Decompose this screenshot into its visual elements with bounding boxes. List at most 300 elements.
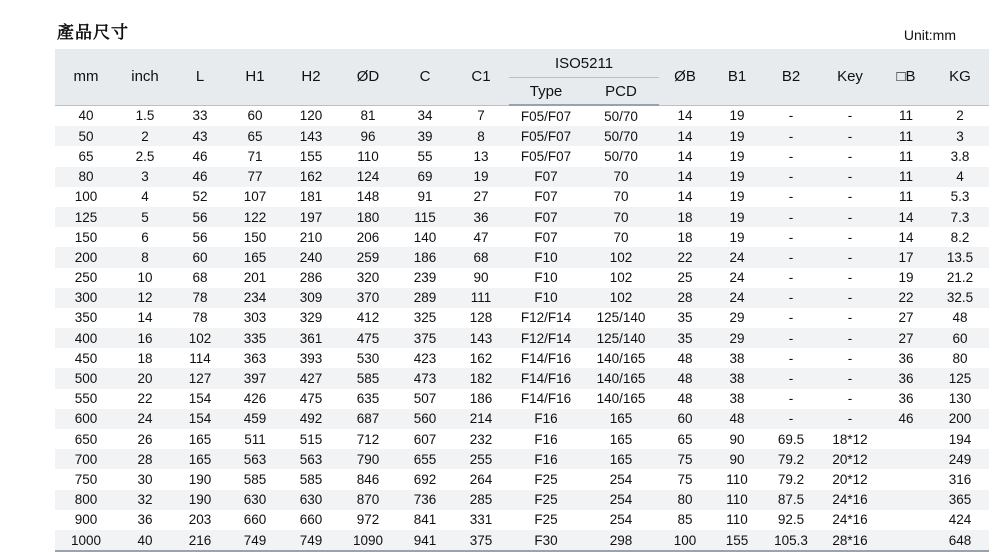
cell-od: 81: [360, 108, 376, 124]
cell-b1: 19: [729, 108, 745, 124]
cell-pcd: 140/165: [583, 368, 659, 388]
table-row: [55, 288, 989, 308]
cell-c1: 162: [469, 350, 493, 366]
cell-pcd: 125/140: [596, 310, 646, 326]
col-header-pcd: PCD: [583, 78, 659, 106]
cell-c1: 47: [473, 229, 489, 245]
cell-h2: 286: [299, 270, 323, 286]
cell-h2: 749: [283, 530, 339, 551]
cell-kg: 48: [952, 310, 968, 326]
cell-od: 1090: [339, 530, 397, 551]
cell-type: F07: [509, 207, 583, 227]
col-header-b1: B1: [711, 49, 763, 105]
cell-b2: -: [788, 229, 794, 245]
cell-b2: -: [763, 328, 819, 348]
cell-b2: -: [763, 247, 819, 267]
cell-c1: 19: [453, 167, 509, 187]
col-header-c1: C1: [453, 49, 509, 105]
cell-c1: 264: [469, 471, 493, 487]
cell-ob: 35: [677, 310, 693, 326]
cell-kg: 3.8: [950, 148, 970, 164]
col-header-key: Key: [819, 49, 881, 105]
cell-b1: 19: [711, 207, 763, 227]
cell-l: 52: [192, 189, 208, 205]
cell-h2: 120: [299, 108, 323, 124]
cell-l: 165: [173, 449, 227, 469]
cell-inch: 22: [137, 391, 153, 407]
cell-c: 39: [397, 126, 453, 146]
cell-square-b: 11: [899, 108, 914, 124]
cell-b2: -: [788, 391, 794, 407]
cell-inch: 4: [141, 189, 149, 205]
cell-od: 124: [339, 167, 397, 187]
cell-h1: 630: [227, 490, 283, 510]
cell-mm: 125: [55, 207, 117, 227]
table-row: [55, 247, 989, 267]
cell-h2: 660: [299, 512, 323, 528]
cell-inch: 26: [137, 431, 153, 447]
cell-od: 320: [356, 270, 380, 286]
cell-square-b: 11: [881, 167, 931, 187]
cell-type: F14/F16: [509, 368, 583, 388]
cell-key: -: [819, 207, 881, 227]
cell-kg: 80: [952, 350, 968, 366]
cell-square-b: 19: [898, 270, 914, 286]
cell-h2: 515: [299, 431, 323, 447]
cell-c1: 13: [473, 148, 489, 164]
cell-pcd: 254: [609, 512, 633, 528]
cell-square-b: 17: [881, 247, 931, 267]
cell-kg: 5.3: [950, 189, 970, 205]
table-row: [55, 328, 989, 348]
cell-kg: 316: [948, 471, 972, 487]
cell-od: 475: [339, 328, 397, 348]
cell-mm: 80: [55, 167, 117, 187]
col-header-type: Type: [509, 78, 583, 106]
cell-c1: 111: [453, 288, 509, 308]
cell-l: 46: [192, 148, 208, 164]
cell-mm: 40: [78, 108, 94, 124]
cell-kg: 130: [948, 391, 972, 407]
cell-mm: 50: [55, 126, 117, 146]
cell-inch: 28: [117, 449, 173, 469]
cell-square-b: [881, 429, 931, 449]
cell-b1: 24: [711, 247, 763, 267]
cell-l: 60: [173, 247, 227, 267]
cell-key: -: [819, 288, 881, 308]
cell-mm: 900: [74, 512, 98, 528]
cell-l: 78: [173, 288, 227, 308]
cell-l: 190: [188, 471, 212, 487]
cell-mm: 650: [74, 431, 98, 447]
cell-square-b: 14: [881, 207, 931, 227]
cell-b2: -: [763, 368, 819, 388]
table-row: [55, 105, 989, 126]
cell-pcd: 165: [583, 409, 659, 429]
cell-c1: 128: [469, 310, 493, 326]
cell-inch: 40: [117, 530, 173, 551]
cell-ob: 75: [659, 449, 711, 469]
cell-h1: 234: [227, 288, 283, 308]
table-head: [55, 49, 989, 105]
cell-od: 846: [356, 471, 380, 487]
cell-square-b: 36: [898, 350, 914, 366]
cell-l: 165: [188, 431, 212, 447]
cell-key: 28*16: [819, 530, 881, 551]
cell-od: 96: [339, 126, 397, 146]
cell-c1: 285: [453, 490, 509, 510]
cell-h2: 155: [299, 148, 323, 164]
table-header-row-main: [55, 49, 989, 78]
cell-od: 110: [357, 148, 379, 164]
cell-c: 607: [413, 431, 437, 447]
cell-h1: 71: [247, 148, 263, 164]
cell-b1: 19: [711, 167, 763, 187]
cell-h1: 201: [243, 270, 267, 286]
cell-type: F10: [509, 288, 583, 308]
cell-type: F14/F16: [520, 350, 572, 366]
cell-h2: 210: [299, 229, 323, 245]
cell-ob: 65: [677, 431, 693, 447]
cell-square-b: [881, 469, 931, 489]
cell-pcd: 140/165: [596, 350, 646, 366]
cell-type: F16: [534, 431, 558, 447]
cell-h1: 585: [243, 471, 267, 487]
cell-inch: 2.5: [135, 148, 155, 164]
cell-square-b: 11: [899, 189, 914, 205]
cell-h2: 181: [299, 189, 323, 205]
cell-l: 43: [173, 126, 227, 146]
cell-pcd: 102: [609, 270, 633, 286]
cell-h1: 363: [243, 350, 267, 366]
cell-h1: 107: [243, 189, 267, 205]
cell-pcd: 50/70: [604, 108, 638, 124]
col-header-h1: H1: [227, 49, 283, 105]
cell-key: 20*12: [819, 449, 881, 469]
cell-h2: 475: [299, 391, 323, 407]
cell-pcd: 165: [583, 449, 659, 469]
cell-b1: 110: [711, 490, 763, 510]
cell-b1: 19: [729, 189, 745, 205]
cell-b2: -: [763, 167, 819, 187]
cell-b1: 155: [711, 530, 763, 551]
cell-h1: 150: [243, 229, 267, 245]
cell-key: -: [847, 310, 853, 326]
cell-type: F25: [509, 490, 583, 510]
cell-type: F05/F07: [520, 148, 572, 164]
cell-h1: 459: [227, 409, 283, 429]
cell-square-b: 11: [899, 148, 914, 164]
cell-type: F12/F14: [520, 310, 572, 326]
cell-inch: 24: [117, 409, 173, 429]
cell-b1: 110: [726, 471, 748, 487]
table-row: [55, 368, 989, 388]
cell-type: F12/F14: [509, 328, 583, 348]
cell-type: F25: [534, 471, 558, 487]
col-header-b2: B2: [763, 49, 819, 105]
cell-h1: 511: [244, 431, 266, 447]
table-row: [55, 490, 989, 510]
cell-h1: 563: [227, 449, 283, 469]
cell-b2: -: [763, 288, 819, 308]
cell-od: 530: [356, 350, 380, 366]
table-row: [55, 308, 989, 328]
table-body: [55, 105, 989, 551]
cell-type: F07: [534, 189, 558, 205]
table-row: [55, 207, 989, 227]
table-row: [55, 530, 989, 551]
cell-od: 370: [339, 288, 397, 308]
cell-key: -: [819, 328, 881, 348]
cell-mm: 800: [55, 490, 117, 510]
cell-kg: 4: [931, 167, 989, 187]
cell-square-b: [881, 510, 931, 530]
cell-ob: 14: [659, 126, 711, 146]
table-row: [55, 389, 989, 409]
cell-inch: 20: [117, 368, 173, 388]
cell-c: 692: [413, 471, 437, 487]
cell-b1: 19: [729, 229, 745, 245]
cell-h1: 77: [227, 167, 283, 187]
cell-pcd: 70: [583, 207, 659, 227]
cell-pcd: 298: [583, 530, 659, 551]
cell-od: 635: [356, 391, 380, 407]
cell-kg: 13.5: [931, 247, 989, 267]
cell-b2: -: [788, 350, 794, 366]
cell-kg: 32.5: [931, 288, 989, 308]
cell-mm: 65: [78, 148, 94, 164]
cell-h1: 303: [243, 310, 267, 326]
table-row: [55, 187, 989, 207]
cell-inch: 1.5: [135, 108, 155, 124]
cell-c: 186: [397, 247, 453, 267]
cell-key: 24*16: [819, 490, 881, 510]
cell-square-b: [881, 449, 931, 469]
cell-b2: -: [763, 207, 819, 227]
cell-inch: 30: [137, 471, 153, 487]
cell-b1: 48: [711, 409, 763, 429]
cell-c1: 214: [453, 409, 509, 429]
cell-b2: 92.5: [777, 512, 805, 528]
cell-mm: 200: [55, 247, 117, 267]
cell-ob: 14: [677, 108, 693, 124]
cell-c: 841: [413, 512, 437, 528]
cell-mm: 300: [55, 288, 117, 308]
cell-ob: 14: [677, 148, 693, 164]
cell-kg: 249: [931, 449, 989, 469]
cell-l: 56: [173, 207, 227, 227]
cell-square-b: 27: [881, 328, 931, 348]
cell-mm: 250: [74, 270, 98, 286]
cell-key: -: [847, 148, 853, 164]
cell-h2: 427: [283, 368, 339, 388]
cell-h1: 660: [243, 512, 267, 528]
cell-od: 259: [339, 247, 397, 267]
cell-b2: 79.2: [777, 471, 805, 487]
cell-inch: 5: [117, 207, 173, 227]
cell-c: 34: [417, 108, 433, 124]
cell-od: 687: [339, 409, 397, 429]
cell-pcd: 102: [583, 247, 659, 267]
cell-mm: 500: [55, 368, 117, 388]
table-row: [55, 268, 989, 288]
cell-l: 154: [173, 409, 227, 429]
cell-ob: 14: [677, 189, 693, 205]
cell-pcd: 125/140: [583, 328, 659, 348]
cell-b1: 90: [711, 449, 763, 469]
cell-kg: 8.2: [950, 229, 970, 245]
cell-inch: 2: [117, 126, 173, 146]
cell-h2: 309: [283, 288, 339, 308]
table-row: [55, 348, 989, 368]
cell-c1: 255: [453, 449, 509, 469]
cell-inch: 16: [117, 328, 173, 348]
cell-kg: 60: [931, 328, 989, 348]
cell-b1: 29: [729, 310, 745, 326]
table-row: [55, 167, 989, 187]
cell-h2: 563: [283, 449, 339, 469]
cell-od: 148: [356, 189, 380, 205]
cell-l: 33: [192, 108, 208, 124]
cell-inch: 12: [117, 288, 173, 308]
cell-ob: 80: [659, 490, 711, 510]
cell-b1: 38: [711, 368, 763, 388]
cell-c: 507: [413, 391, 437, 407]
cell-od: 790: [339, 449, 397, 469]
cell-key: 20*12: [832, 471, 868, 487]
cell-square-b: 46: [881, 409, 931, 429]
cell-type: F25: [534, 512, 558, 528]
cell-b2: -: [788, 270, 794, 286]
cell-c1: 7: [477, 108, 485, 124]
cell-b1: 24: [729, 270, 745, 286]
col-header-kg: KG: [931, 49, 989, 105]
cell-od: 712: [356, 431, 380, 447]
cell-key: -: [819, 247, 881, 267]
col-header-l: L: [173, 49, 227, 105]
cell-key: -: [847, 391, 853, 407]
cell-c: 941: [397, 530, 453, 551]
cell-key: -: [819, 167, 881, 187]
cell-h2: 393: [299, 350, 323, 366]
cell-inch: 18: [137, 350, 153, 366]
cell-c1: 68: [453, 247, 509, 267]
cell-mm: 750: [74, 471, 98, 487]
cell-h2: 361: [283, 328, 339, 348]
cell-square-b: [881, 530, 931, 551]
cell-c1: 8: [453, 126, 509, 146]
cell-type: F16: [509, 409, 583, 429]
cell-key: -: [847, 350, 853, 366]
cell-b1: 38: [729, 350, 745, 366]
cell-inch: 14: [137, 310, 153, 326]
cell-c: 655: [397, 449, 453, 469]
cell-c1: 36: [453, 207, 509, 227]
cell-c: 423: [413, 350, 437, 366]
cell-inch: 36: [137, 512, 153, 528]
cell-b2: -: [763, 126, 819, 146]
cell-kg: 424: [948, 512, 972, 528]
cell-mm: 450: [74, 350, 98, 366]
cell-h2: 329: [299, 310, 323, 326]
cell-h2: 143: [283, 126, 339, 146]
cell-c: 91: [417, 189, 433, 205]
page-header: [55, 18, 960, 43]
cell-inch: 10: [137, 270, 153, 286]
cell-ob: 22: [659, 247, 711, 267]
cell-b2: 105.3: [763, 530, 819, 551]
cell-l: 46: [173, 167, 227, 187]
cell-od: 585: [339, 368, 397, 388]
page-title: 產品尺寸: [57, 23, 129, 42]
cell-b2: -: [788, 189, 794, 205]
cell-kg: 21.2: [946, 270, 974, 286]
table-row: [55, 146, 989, 166]
cell-mm: 700: [55, 449, 117, 469]
cell-h1: 397: [227, 368, 283, 388]
table-row: [55, 409, 989, 429]
cell-h1: 426: [243, 391, 267, 407]
cell-ob: 100: [659, 530, 711, 551]
cell-pcd: 50/70: [583, 126, 659, 146]
cell-square-b: 27: [898, 310, 914, 326]
cell-h1: 165: [227, 247, 283, 267]
col-header-iso5211-group: ISO5211: [509, 49, 659, 78]
cell-c: 289: [397, 288, 453, 308]
cell-l: 127: [173, 368, 227, 388]
table-row: [55, 227, 989, 247]
cell-c1: 182: [453, 368, 509, 388]
cell-square-b: 36: [881, 368, 931, 388]
cell-h2: 197: [283, 207, 339, 227]
cell-b1: 24: [711, 288, 763, 308]
cell-pcd: 102: [583, 288, 659, 308]
cell-inch: 32: [117, 490, 173, 510]
table-row: [55, 429, 989, 449]
cell-l: 102: [173, 328, 227, 348]
cell-pcd: 70: [613, 229, 629, 245]
cell-ob: 48: [677, 391, 693, 407]
cell-c: 140: [413, 229, 437, 245]
cell-h1: 749: [227, 530, 283, 551]
cell-inch: 3: [117, 167, 173, 187]
cell-key: -: [819, 126, 881, 146]
cell-l: 68: [192, 270, 208, 286]
cell-kg: 365: [931, 490, 989, 510]
cell-l: 190: [173, 490, 227, 510]
cell-key: 24*16: [832, 512, 868, 528]
cell-type: F14/F16: [520, 391, 572, 407]
cell-kg: 125: [931, 368, 989, 388]
col-header-h2: H2: [283, 49, 339, 105]
cell-mm: 150: [74, 229, 98, 245]
cell-c1: 375: [453, 530, 509, 551]
col-header-od: ØD: [339, 49, 397, 105]
cell-key: -: [819, 409, 881, 429]
cell-pcd: 50/70: [604, 148, 638, 164]
cell-kg: 648: [931, 530, 989, 551]
cell-type: F16: [509, 449, 583, 469]
cell-b1: 19: [729, 148, 745, 164]
cell-mm: 400: [55, 328, 117, 348]
cell-key: -: [847, 108, 853, 124]
cell-ob: 48: [659, 368, 711, 388]
cell-square-b: 14: [898, 229, 914, 245]
cell-l: 114: [189, 350, 211, 366]
cell-ob: 48: [677, 350, 693, 366]
cell-ob: 75: [677, 471, 693, 487]
cell-pcd: 70: [613, 189, 629, 205]
